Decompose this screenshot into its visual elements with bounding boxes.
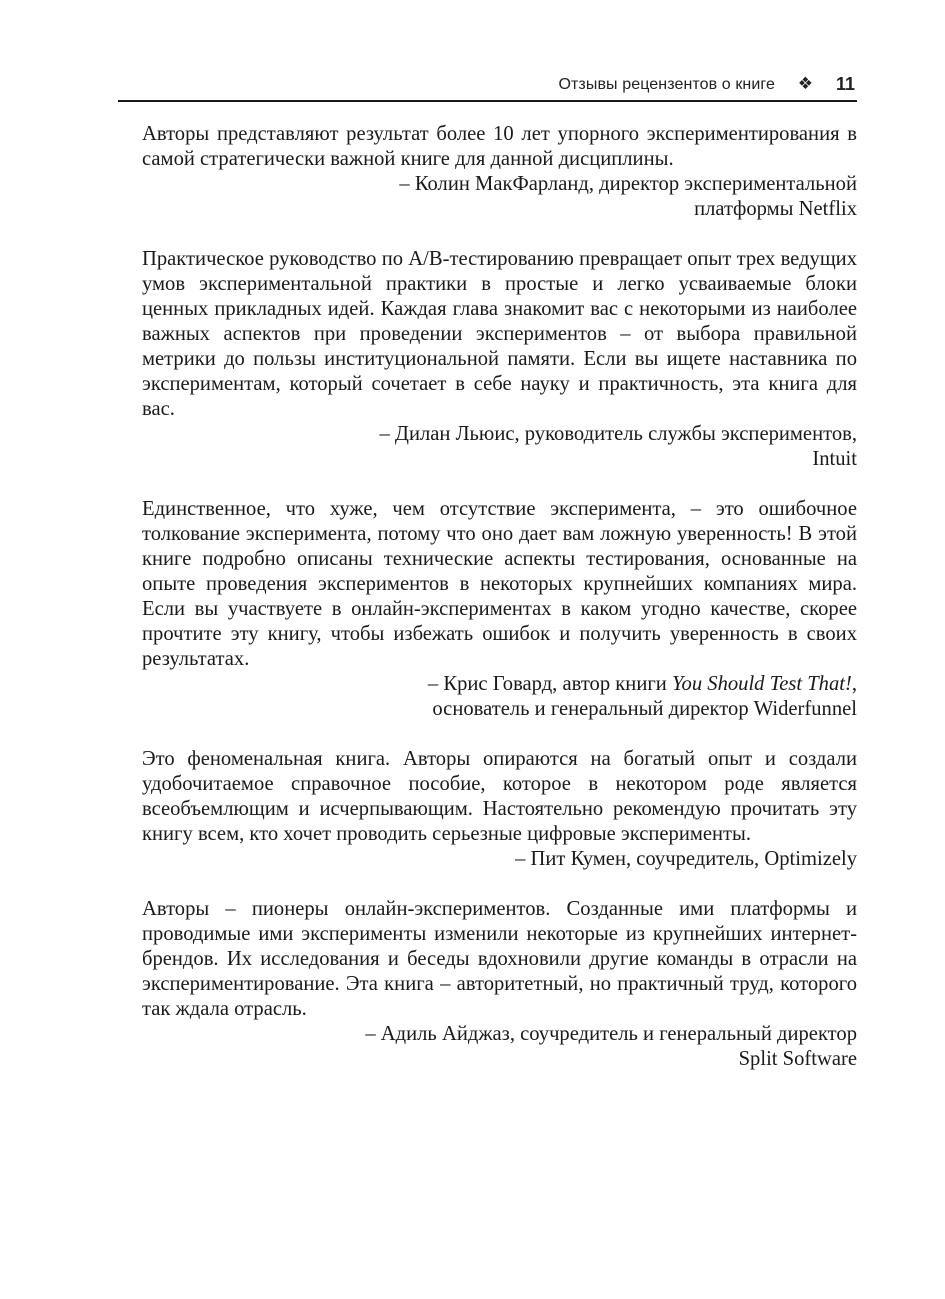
attribution-line: Split Software — [738, 1048, 857, 1070]
review-attribution — [142, 1022, 857, 1072]
ornament-icon: ❖ — [797, 74, 813, 94]
attribution-line — [142, 672, 857, 697]
review-attribution — [142, 847, 857, 872]
page-number: 11 — [835, 74, 855, 94]
running-header-title: Отзывы рецензентов о книге — [558, 76, 775, 93]
attribution-line: – Адиль Айджаз, соучредитель и генеральный директор — [365, 1023, 857, 1045]
review-dylan-lewis — [142, 247, 857, 472]
review-chris-goward — [142, 497, 857, 722]
review-pete-koomen — [142, 747, 857, 872]
attribution-line: – Колин МакФарланд, директор экспериментальной — [399, 173, 857, 195]
review-colin-mcfarland — [142, 122, 857, 222]
review-text: Авторы – пионеры онлайн-экспериментов. Созданные ими платформы и проводимые ими эксперименты изменили некоторые из крупнейших интернет-брендов. Их исследования и беседы вдохновили другие команды в отрасли на экспериментирование. Эта книга – авторитетный, но практичный труд, которого так ждала отрасль. — [142, 898, 857, 1020]
attribution-line: платформы Netflix — [694, 198, 857, 220]
review-text: Единственное, что хуже, чем отсутствие эксперимента, – это ошибочное толкование эксперимента, потому что оно дает вам ложную уверенность! В этой книге подробно описаны технические аспекты тестирования, основанные на опыте проведения экспериментов в некоторых крупнейших компаниях мира. Если вы участвуете в онлайн-экспериментах в каком угодно качестве, скорее прочтите эту книгу, чтобы избежать ошибок и получить уверенность в своих результатах. — [142, 498, 857, 670]
review-attribution — [142, 672, 857, 722]
review-attribution — [142, 172, 857, 222]
attribution-line: основатель и генеральный директор Widerfunnel — [432, 698, 857, 720]
review-adil-aijaz — [142, 897, 857, 1072]
running-header — [118, 72, 857, 102]
attribution-line: Intuit — [812, 448, 857, 470]
attribution-line: – Пит Кумен, соучредитель, Optimizely — [515, 848, 857, 870]
review-attribution — [142, 422, 857, 472]
attribution-prefix: – Крис Говард, автор книги — [427, 673, 672, 695]
review-text: Практическое руководство по A/B-тестированию превращает опыт трех ведущих умов экспериментальной практики в простые и легко усваиваемые блоки ценных прикладных идей. Каждая глава знакомит вас с некоторыми из наиболее важных аспектов при проведении экспериментов – от выбора правильной метрики до пользы институциональной памяти. Если вы ищете наставника по экспериментам, который сочетает в себе науку и практичность, эта книга для вас. — [142, 248, 857, 420]
reviews-content — [142, 122, 857, 1097]
attribution-line: – Дилан Льюис, руководитель службы экспериментов, — [379, 423, 857, 445]
attribution-suffix: , — [851, 673, 857, 695]
review-text: Авторы представляют результат более 10 лет упорного экспериментирования в самой стратегически важной книге для данной дисциплины. — [142, 123, 857, 170]
review-text: Это феноменальная книга. Авторы опираются на богатый опыт и создали удобочитаемое справочное пособие, которое в некотором роде является всеобъемлющим и исчерпывающим. Настоятельно рекомендую прочитать эту книгу всем, кто хочет проводить серьезные цифровые эксперименты. — [142, 748, 857, 845]
book-title: You Should Test That! — [671, 673, 852, 695]
